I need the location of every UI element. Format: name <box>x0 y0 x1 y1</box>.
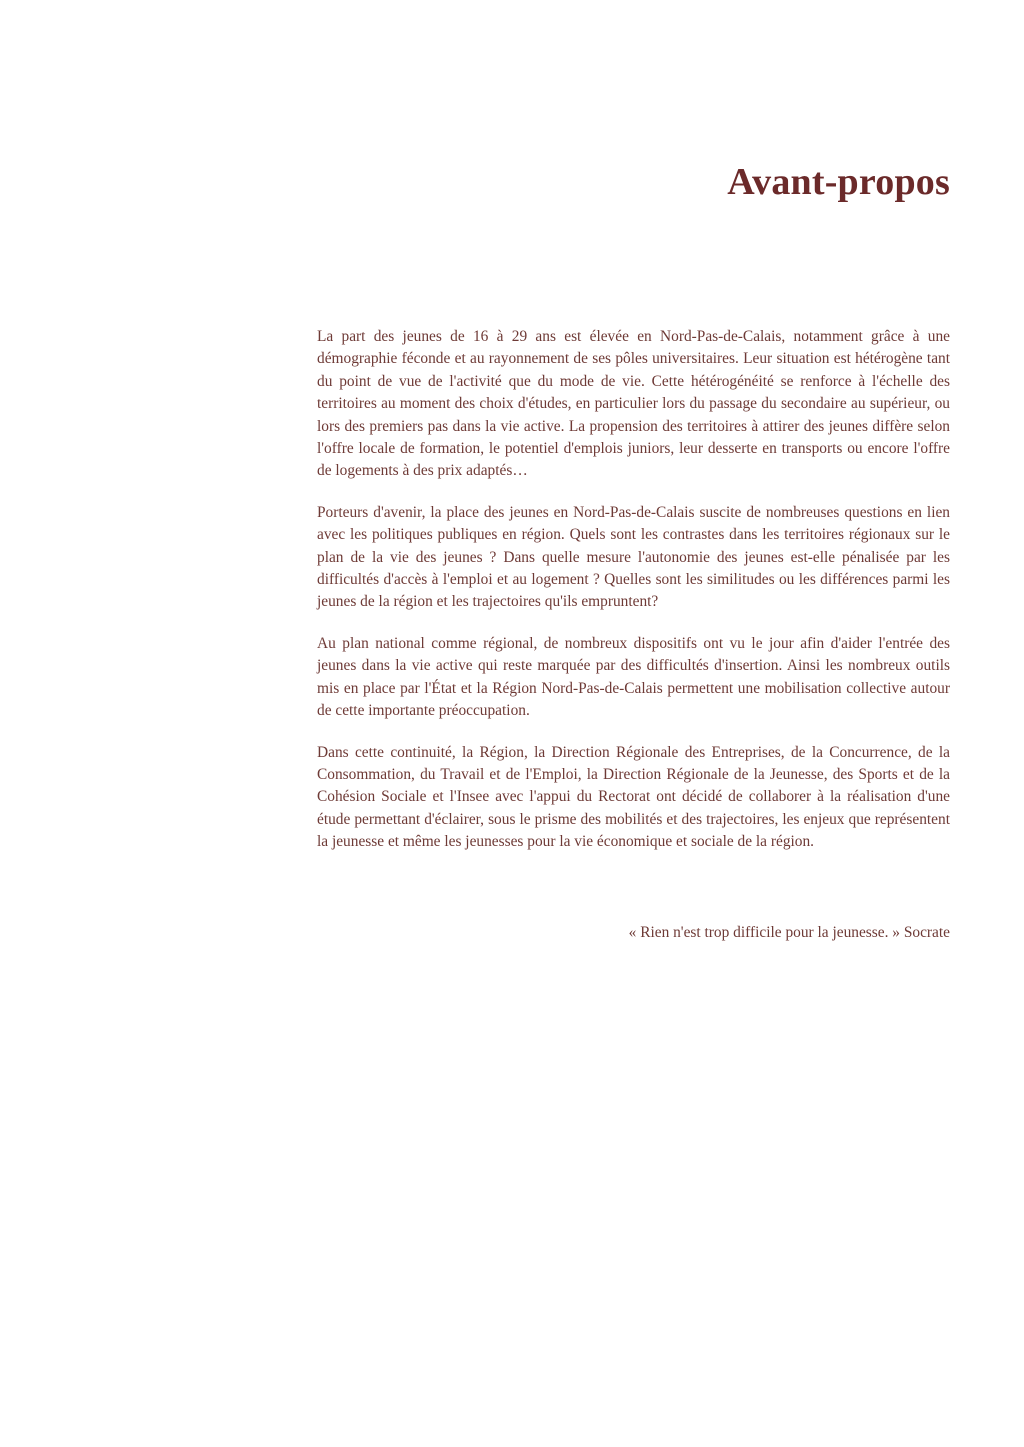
paragraph-1: La part des jeunes de 16 à 29 ans est élevée en Nord-Pas-de-Calais, notamment grâce à une démographie féconde et au rayonnement de ses pôles universitaires. Leur situation est hétérogène tant du point de vue de l'activité que du mode de vie. Cette hétérogénéité se renforce à l'échelle des territoires au moment des choix d'études, en particulier lors du passage du secondaire au supérieur, ou lors des premiers pas dans la vie active. La propension des territoires à attirer des jeunes diffère selon l'offre locale de formation, le potentiel d'emplois juniors, leur desserte en transports ou encore l'offre de logements à des prix adaptés… <box>317 328 950 480</box>
closing-quote: « Rien n'est trop difficile pour la jeunesse. » Socrate <box>628 924 950 941</box>
paragraph-2: Porteurs d'avenir, la place des jeunes en Nord-Pas-de-Calais suscite de nombreuses questions en lien avec les politiques publiques en région. Quels sont les contrastes dans les territoires régionaux sur le plan de la vie des jeunes ? Dans quelle mesure l'autonomie des jeunes est-elle pénalisée par les difficultés d'accès à l'emploi et au logement ? Quelles sont les similitudes ou les différences parmi les jeunes de la région et les trajectoires qu'ils empruntent? <box>317 503 950 611</box>
paragraph-3: Au plan national comme régional, de nombreux dispositifs ont vu le jour afin d'aider l'entrée des jeunes dans la vie active qui reste marquée par des difficultés d'insertion. Ainsi les nombreux outils mis en place par l'État et la Région Nord-Pas-de-Calais permettent une mobilisation collective autour de cette importante préoccupation. <box>317 634 950 720</box>
paragraph-4: Dans cette continuité, la Région, la Direction Régionale des Entreprises, de la Concurrence, de la Consommation, du Travail et de l'Emploi, la Direction Régionale de la Jeunesse, des Sports et de la Cohésion Sociale et l'Insee avec l'appui du Rectorat ont décidé de collaborer à la réalisation d'une étude permettant d'éclairer, sous le prisme des mobilités et des trajectoires, les enjeux que représentent la jeunesse et même les jeunesses pour la vie économique et sociale de la région. <box>317 743 950 851</box>
body-text <box>317 326 950 873</box>
page-title: Avant-propos <box>727 161 950 203</box>
